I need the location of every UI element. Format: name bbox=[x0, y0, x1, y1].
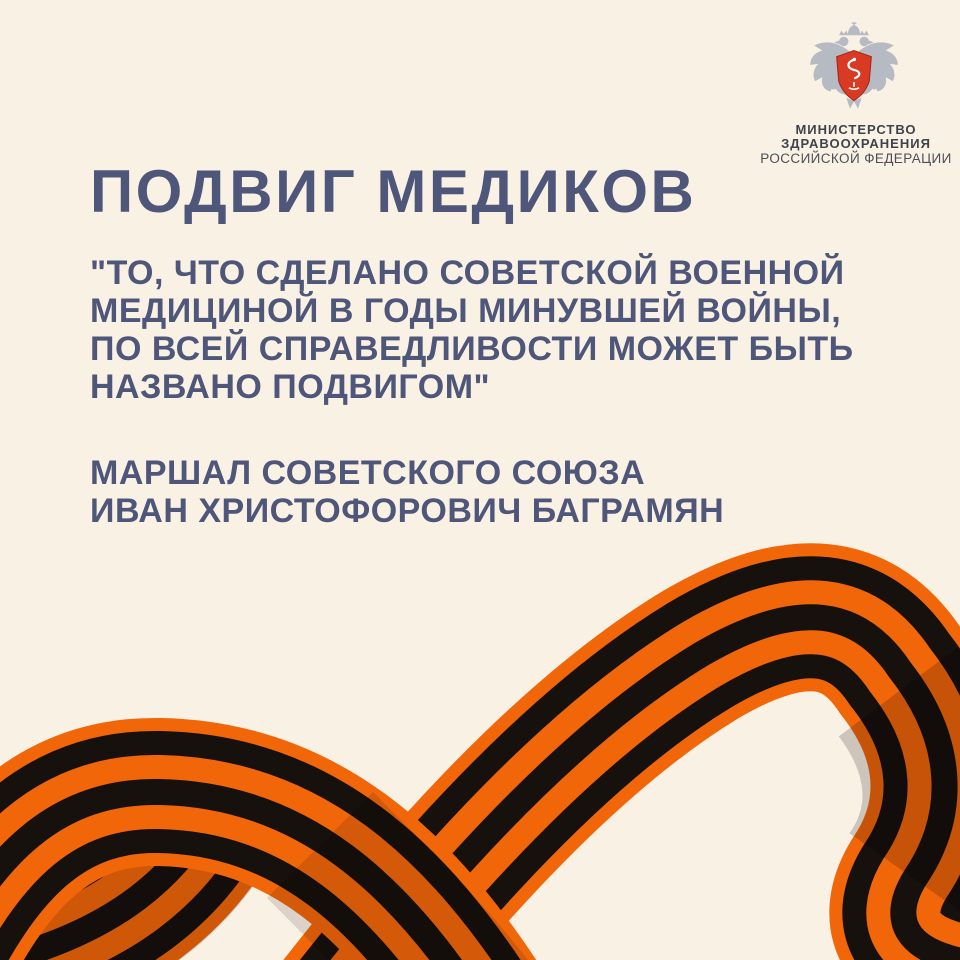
ministry-emblem-icon bbox=[800, 22, 908, 124]
ministry-name-line3: РОССИЙСКОЙ ФЕДЕРАЦИИ bbox=[760, 151, 952, 166]
quote-line: НАЗВАНО ПОДВИГОМ" bbox=[90, 368, 491, 406]
ministry-wordmark bbox=[735, 123, 960, 166]
ribbon-fold-shadow bbox=[898, 692, 936, 876]
attribution-line: МАРШАЛ СОВЕТСКОГО СОЮЗА bbox=[90, 454, 646, 492]
quote-line: "ТО, ЧТО СДЕЛАНО СОВЕТСКОЙ ВОЕННОЙ bbox=[90, 254, 845, 292]
ministry-name-line1: МИНИСТЕРСТВО bbox=[795, 122, 917, 137]
poster-title: ПОДВИГ МЕДИКОВ bbox=[90, 158, 697, 225]
attribution-line: ИВАН ХРИСТОФОРОВИЧ БАГРАМЯН bbox=[90, 492, 725, 530]
quote-line: ПО ВСЕЙ СПРАВЕДЛИВОСТИ МОЖЕТ БЫТЬ bbox=[90, 330, 854, 368]
quote-line: МЕДИЦИНОЙ В ГОДЫ МИНУВШЕЙ ВОЙНЫ, bbox=[90, 292, 842, 330]
attribution-block bbox=[90, 454, 724, 530]
quote-block bbox=[90, 254, 854, 406]
ministry-name-line2: ЗДРАВООХРАНЕНИЯ bbox=[781, 136, 931, 151]
